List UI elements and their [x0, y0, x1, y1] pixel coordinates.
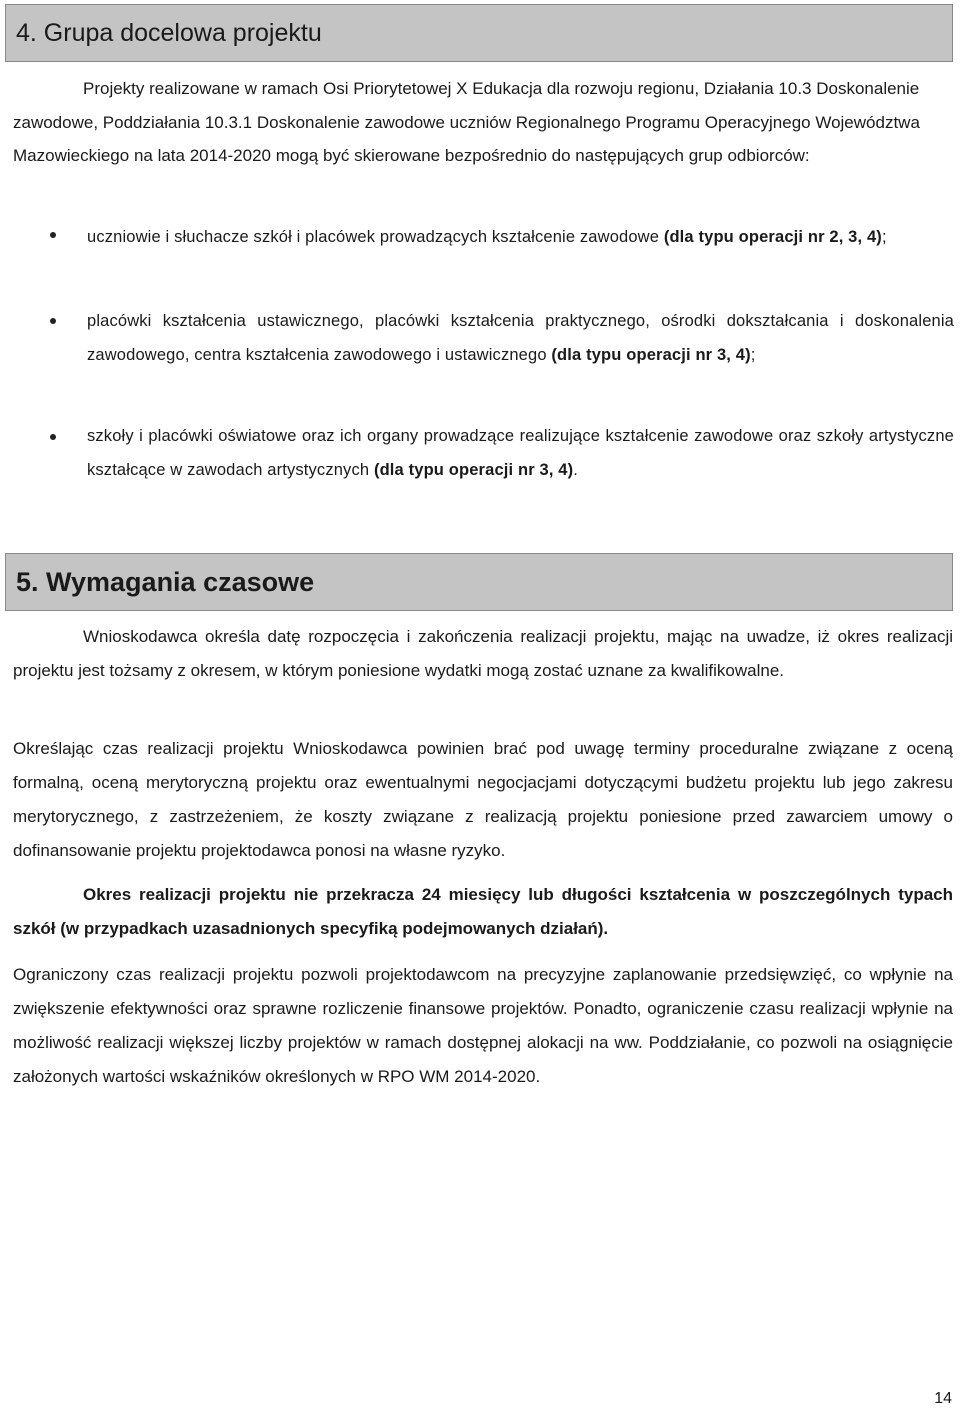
- section-5-paragraph-3-bold: Okres realizacji projektu nie przekracza 24 miesięcy lub długości kształcenia w poszczególnych typach szkół (w przypadkach uzasadnionych specyfiką podejmowanych działań).: [13, 885, 953, 938]
- list-item: placówki kształcenia ustawicznego, placówki kształcenia praktycznego, ośrodki dokształcania i doskonalenia zawodowego, centra kształcenia zawodowego i ustawicznego (dla typu operacji nr 3, 4);: [87, 312, 954, 364]
- section-4-title: 4. Grupa docelowa projektu: [16, 18, 322, 47]
- operation-type-note: (dla typu operacji nr 3, 4): [551, 346, 751, 364]
- section-5-title: 5. Wymagania czasowe: [16, 566, 315, 597]
- section-5-paragraph-2: Określając czas realizacji projektu Wnioskodawca powinien brać pod uwagę terminy proceduralne związane z oceną formalną, oceną merytoryczną projektu oraz ewentualnymi negocjacjami dotyczącymi budżetu projektu lub jego zakresu merytorycznego, z zastrzeżeniem, że koszty związane z realizacją projektu poniesione przed zawarciem umowy o dofinansowanie projektu projektodawca ponosi na własne ryzyko.: [13, 739, 953, 860]
- page-number: 14: [934, 1390, 952, 1407]
- section-4-intro: Projekty realizowane w ramach Osi Priorytetowej X Edukacja dla rozwoju regionu, Działania 10.3 Doskonalenie zawodowe, Poddziałania 10.3.1 Doskonalenie zawodowe uczniów Regionalnego Programu Operacyjnego Województwa Mazowieckiego na lata 2014-2020 mogą być skierowane bezpośrednio do następujących grup odbiorców:: [13, 79, 920, 165]
- bullet-dot-icon: [50, 434, 56, 440]
- operation-type-note: (dla typu operacji nr 2, 3, 4): [663, 228, 882, 246]
- bullet-dot-icon: [50, 318, 56, 324]
- operation-type-note: (dla typu operacji nr 3, 4): [373, 461, 574, 479]
- bullet-dot-icon: [50, 232, 56, 238]
- section-5-paragraph-1: Wnioskodawca określa datę rozpoczęcia i zakończenia realizacji projektu, mając na uwadze, iż okres realizacji projektu jest tożsamy z okresem, w którym poniesione wydatki mogą zostać uznane za kwalifikowalne.: [13, 627, 953, 680]
- list-item: uczniowie i słuchacze szkół i placówek prowadzących kształcenie zawodowe (dla typu operacji nr 2, 3, 4);: [87, 228, 887, 246]
- section-4-header: [5, 4, 953, 62]
- list-item: szkoły i placówki oświatowe oraz ich organy prowadzące realizujące kształcenie zawodowe oraz szkoły artystyczne kształcące w zawodach artystycznych (dla typu operacji nr 3, 4).: [87, 427, 954, 479]
- section-5-header: [5, 553, 953, 611]
- section-5-paragraph-4: Ograniczony czas realizacji projektu pozwoli projektodawcom na precyzyjne zaplanowanie przedsięwzięć, co wpłynie na zwiększenie efektywności oraz sprawne rozliczenie finansowe projektów. Ponadto, ograniczenie czasu realizacji wpłynie na możliwość realizacji większej liczby projektów w ramach dostępnej alokacji na ww. Poddziałanie, co pozwoli na osiągnięcie założonych wartości wskaźników określonych w RPO WM 2014-2020.: [13, 965, 953, 1086]
